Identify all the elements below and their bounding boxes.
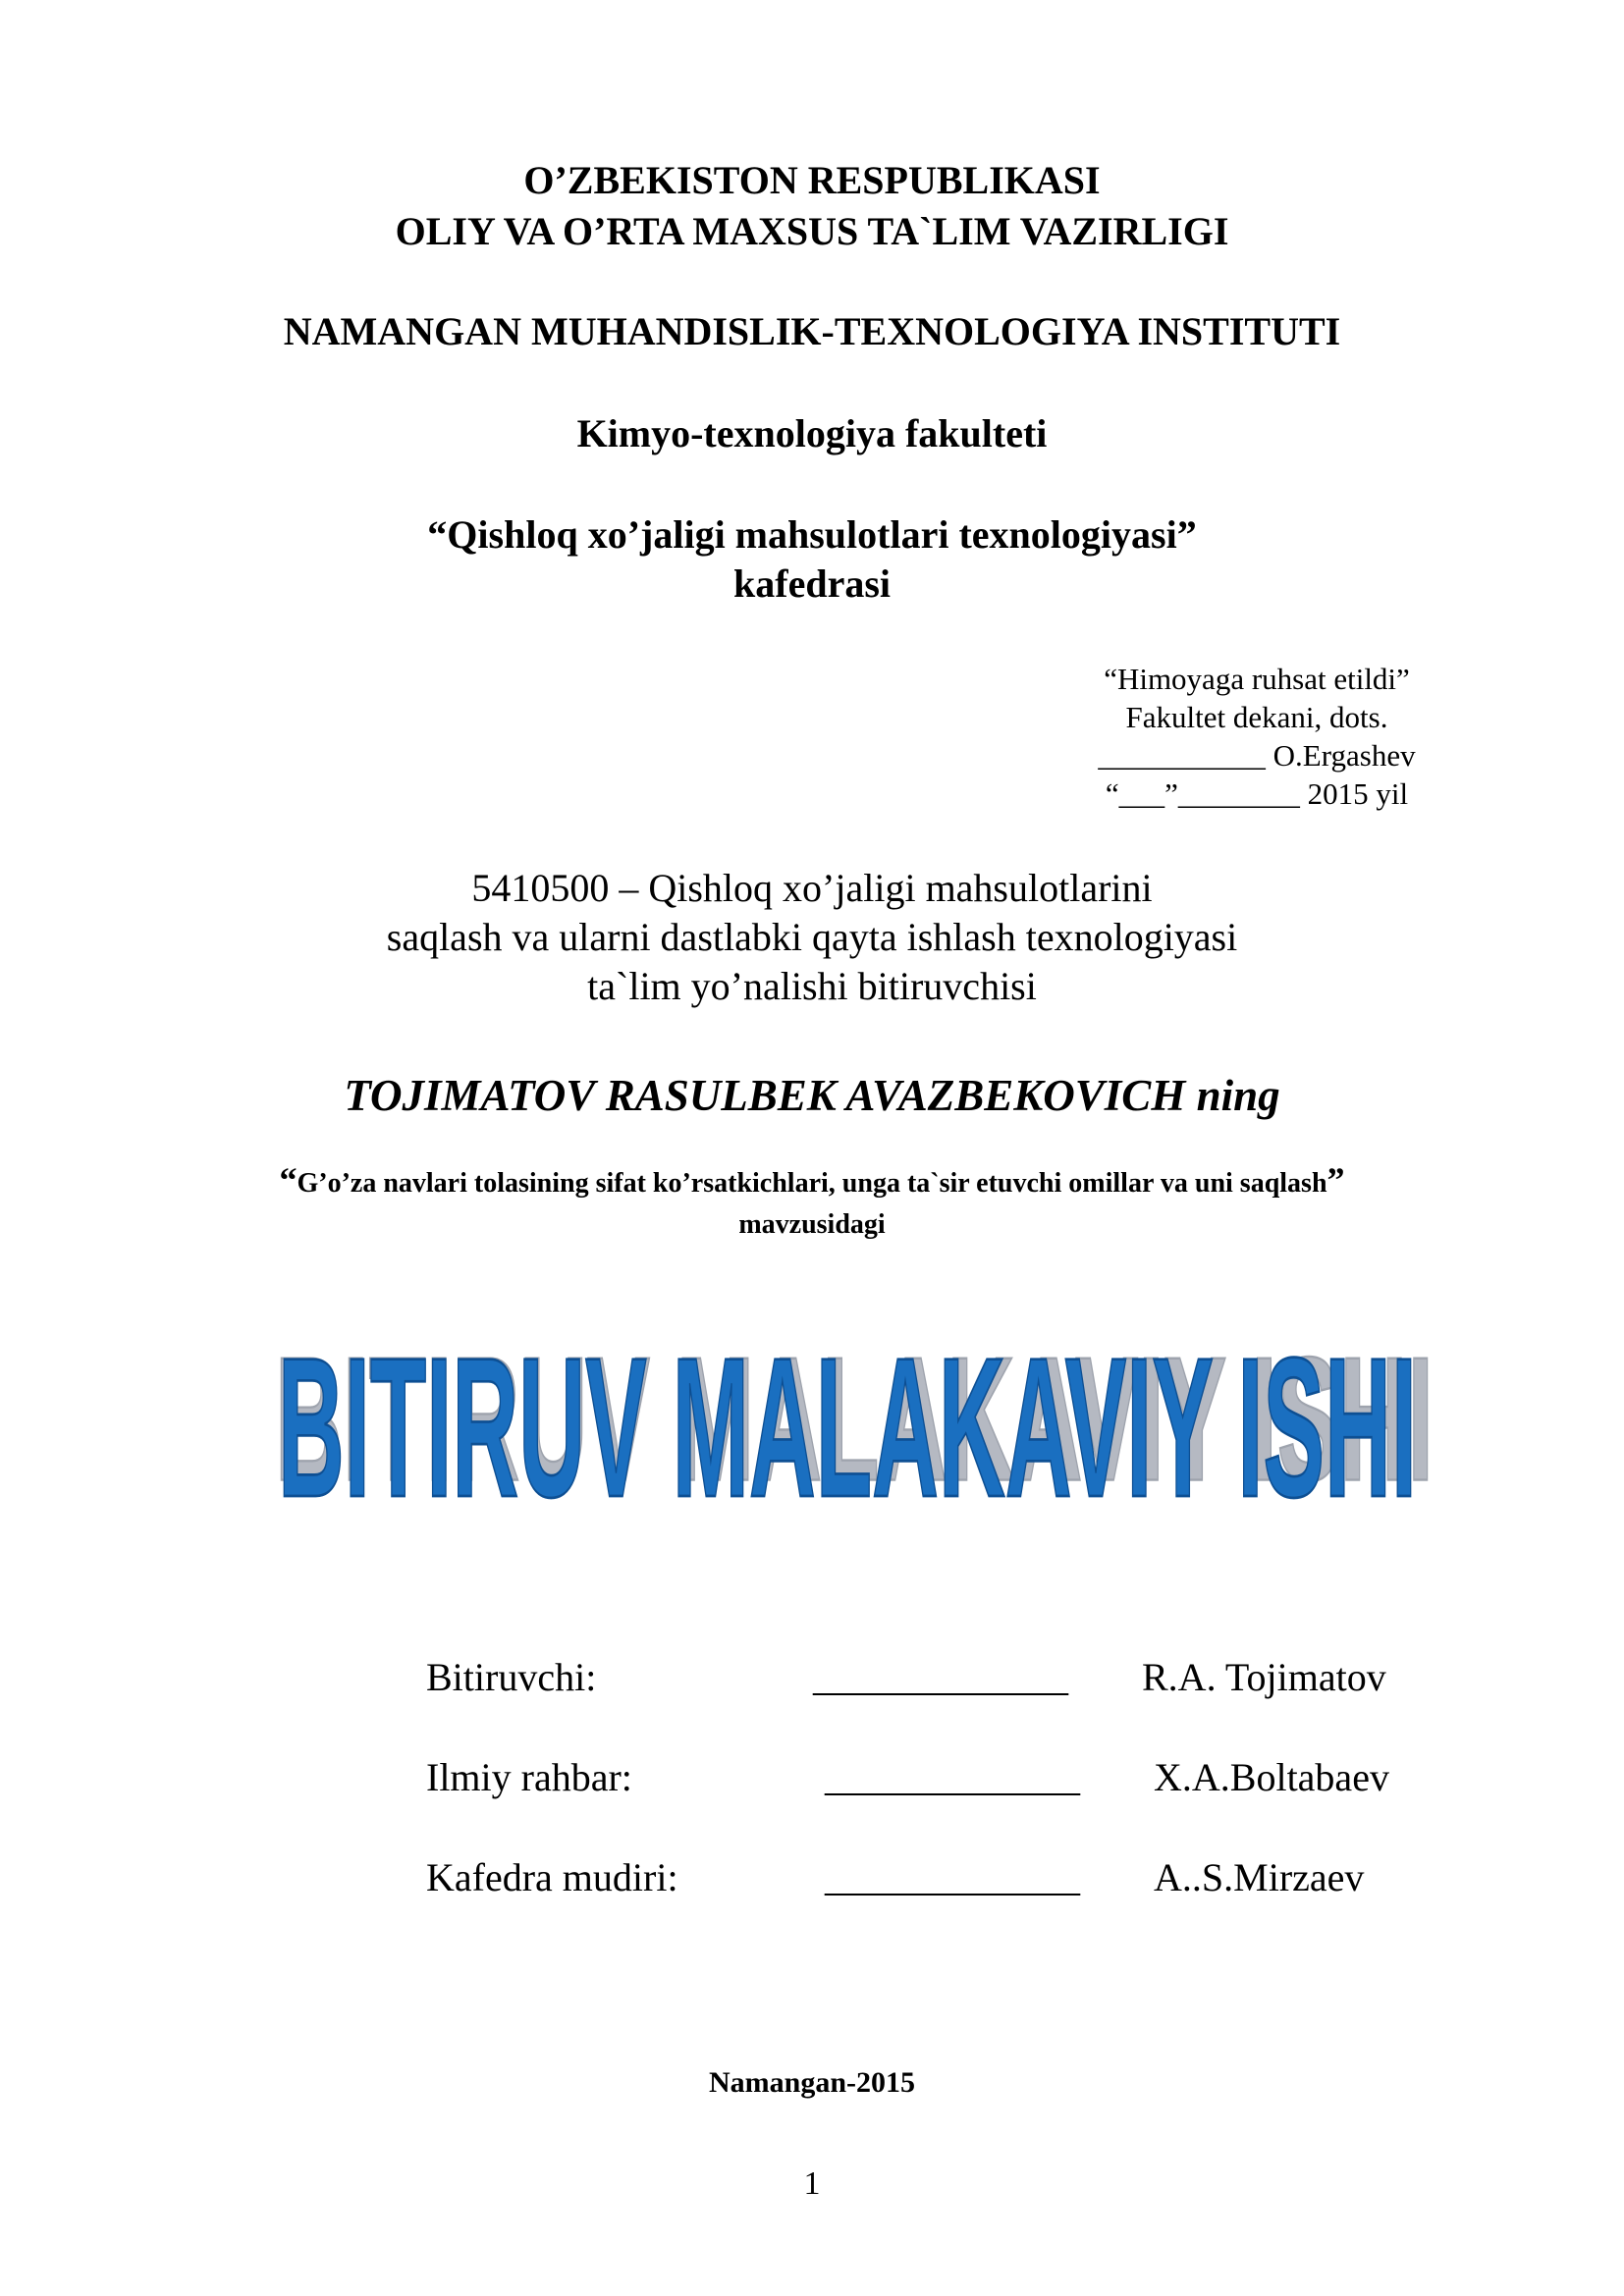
specialty-line-1: 5410500 – Qishloq xo’jaligi mahsulotlarini [471, 866, 1153, 910]
signature-row-supervisor [0, 1754, 1624, 1813]
specialty-line-3: ta`lim yo’nalishi bitiruvchisi [587, 964, 1037, 1008]
signature-name: A..S.Mirzaev [1154, 1855, 1365, 1899]
approval-block [1051, 660, 1463, 813]
approval-date: “___”________ 2015 yil [1105, 776, 1409, 811]
banner-title: BITIRUV MALAKAVIY ISHI [278, 1316, 1418, 1539]
thesis-topic [0, 1158, 1624, 1205]
signature-row-head [0, 1854, 1624, 1913]
header-country: O’ZBEKISTON RESPUBLIKASI [523, 158, 1101, 202]
signature-name: R.A. Tojimatov [1142, 1655, 1386, 1699]
student-name: TOJIMATOV RASULBEK AVAZBEKOVICH ning [344, 1071, 1280, 1120]
topic-text: G’o’za navlari tolasining sifat ko’rsatkichlari, unga ta`sir etuvchi omillar va uni saqlash [297, 1168, 1327, 1199]
signature-line: _____________ [813, 1655, 1068, 1699]
topic-open-quote: “ [279, 1160, 298, 1200]
signature-line: _____________ [825, 1755, 1080, 1799]
city-year: Namangan-2015 [708, 2066, 915, 2099]
approval-dean-signature: ___________ O.Ergashev [1098, 738, 1416, 773]
approval-dean-title: Fakultet dekani, dots. [1125, 700, 1388, 734]
department-name: “Qishloq xo’jaligi mahsulotlari texnologiyasi” [427, 512, 1197, 557]
approval-title: “Himoyaga ruhsat etildi” [1104, 662, 1410, 696]
signature-role: Kafedra mudiri: [426, 1855, 678, 1899]
department-suffix: kafedrasi [733, 561, 891, 606]
specialty-line-2: saqlash va ularni dastlabki qayta ishlash texnologiyasi [386, 915, 1238, 959]
signature-role: Bitiruvchi: [426, 1655, 597, 1699]
signature-name: X.A.Boltabaev [1154, 1755, 1389, 1799]
page-number: 1 [803, 2165, 821, 2202]
topic-suffix: mavzusidagi [738, 1209, 886, 1240]
header-ministry: OLIY VA O’RTA MAXSUS TA`LIM VAZIRLIGI [395, 209, 1229, 253]
signature-line: _____________ [825, 1855, 1080, 1899]
signature-row-graduate [0, 1654, 1624, 1713]
institute-name: NAMANGAN MUHANDISLIK-TEXNOLOGIYA INSTITUTI [283, 309, 1341, 353]
faculty-name: Kimyo-texnologiya fakulteti [576, 411, 1048, 455]
signature-role: Ilmiy rahbar: [426, 1755, 632, 1799]
topic-close-quote: ” [1326, 1160, 1345, 1200]
thesis-banner [265, 1258, 1443, 1549]
banner-shadow: BITIRUV MALAKAVIY ISHI [275, 1320, 1435, 1519]
